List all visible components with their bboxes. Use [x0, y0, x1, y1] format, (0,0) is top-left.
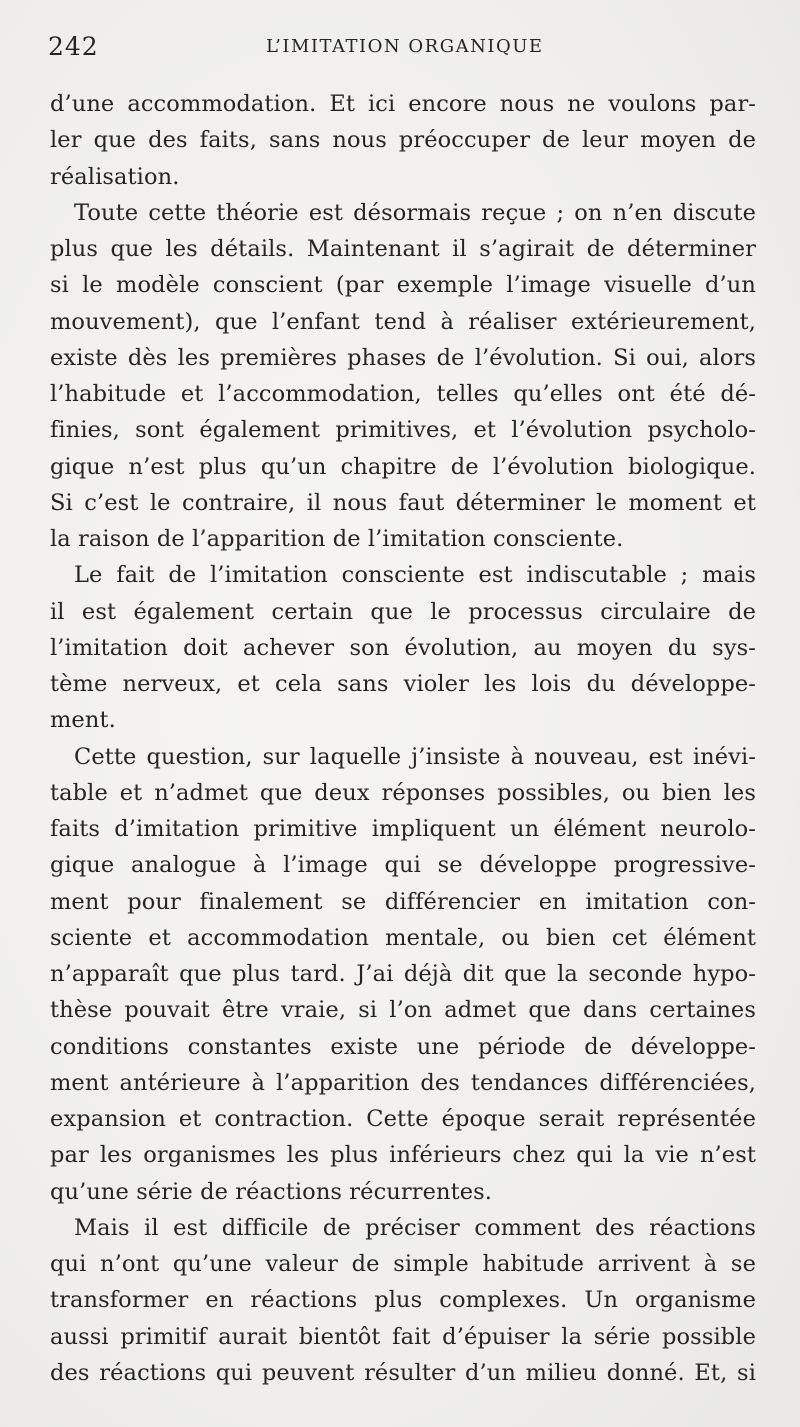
text-line: l’imitation doit achever son évolution, au moyen du sys-: [50, 634, 756, 661]
text-line: tème nerveux, et cela sans violer les lois du développe-: [50, 671, 756, 697]
text-line: expansion et contraction. Cette époque serait représentée: [50, 1106, 756, 1132]
text-line: aussi primitif aurait bientôt fait d’épuiser la série possible: [50, 1323, 756, 1350]
text-line: il est également certain que le processus circulaire de: [50, 598, 756, 625]
text-line: thèse pouvait être vraie, si l’on admet que dans certaines: [50, 997, 756, 1024]
text-line: l’habitude et l’accommodation, telles qu’elles ont été dé-: [50, 381, 756, 407]
text-line: d’une accommodation. Et ici encore nous ne voulons par-: [50, 91, 756, 117]
text-line: Mais il est difficile de préciser comment des réactions: [74, 1214, 756, 1241]
text-line: réalisation.: [50, 163, 180, 190]
text-line: ler que des faits, sans nous préoccuper de leur moyen de: [50, 127, 756, 154]
text-line: conditions constantes existe une période de développe-: [50, 1033, 756, 1060]
text-line: mouvement), que l’enfant tend à réaliser extérieurement,: [50, 308, 756, 335]
text-line: qu’une série de réactions récurrentes.: [50, 1178, 493, 1205]
running-head: [48, 32, 752, 62]
text-line: la raison de l’apparition de l’imitation consciente.: [50, 526, 624, 552]
text-line: Si c’est le contraire, il nous faut déterminer le moment et: [50, 489, 756, 516]
text-line: transformer en réactions plus complexes. Un organisme: [50, 1287, 756, 1314]
text-line: Le fait de l’imitation consciente est indiscutable ; mais: [74, 562, 756, 589]
text-line: gique analogue à l’image qui se développe progressive-: [50, 852, 756, 879]
text-line: table et n’admet que deux réponses possibles, ou bien les: [50, 779, 756, 806]
text-line: n’apparaît que plus tard. J’ai déjà dit que la seconde hypo-: [50, 961, 756, 987]
page-number: 242: [48, 32, 99, 61]
text-line: Cette question, sur laquelle j’insiste à nouveau, est inévi-: [74, 743, 756, 770]
text-line: sciente et accommodation mentale, ou bien cet élément: [50, 924, 756, 951]
text-line: ment pour finalement se différencier en imitation con-: [50, 888, 756, 915]
text-line: finies, sont également primitives, et l’évolution psycholo-: [50, 417, 756, 444]
running-title: L’IMITATION ORGANIQUE: [266, 36, 544, 57]
text-line: qui n’ont qu’une valeur de simple habitude arrivent à se: [50, 1251, 756, 1277]
text-line: existe dès les premières phases de l’évolution. Si oui, alors: [50, 344, 756, 371]
text-line: ment.: [50, 707, 116, 734]
text-line: par les organismes les plus inférieurs chez qui la vie n’est: [50, 1142, 756, 1169]
body-text: [50, 86, 756, 1391]
text-line: faits d’imitation primitive impliquent un élément neurolo-: [50, 816, 756, 842]
text-line: gique n’est plus qu’un chapitre de l’évolution biologique.: [50, 453, 756, 480]
text-line: des réactions qui peuvent résulter d’un milieu donné. Et, si: [50, 1359, 756, 1386]
text-line: Toute cette théorie est désormais reçue ; on n’en discute: [74, 199, 756, 226]
text-line: si le modèle conscient (par exemple l’image visuelle d’un: [50, 272, 756, 299]
text-line: plus que les détails. Maintenant il s’agirait de déterminer: [50, 236, 756, 262]
text-line: ment antérieure à l’apparition des tendances différenciées,: [50, 1069, 756, 1096]
